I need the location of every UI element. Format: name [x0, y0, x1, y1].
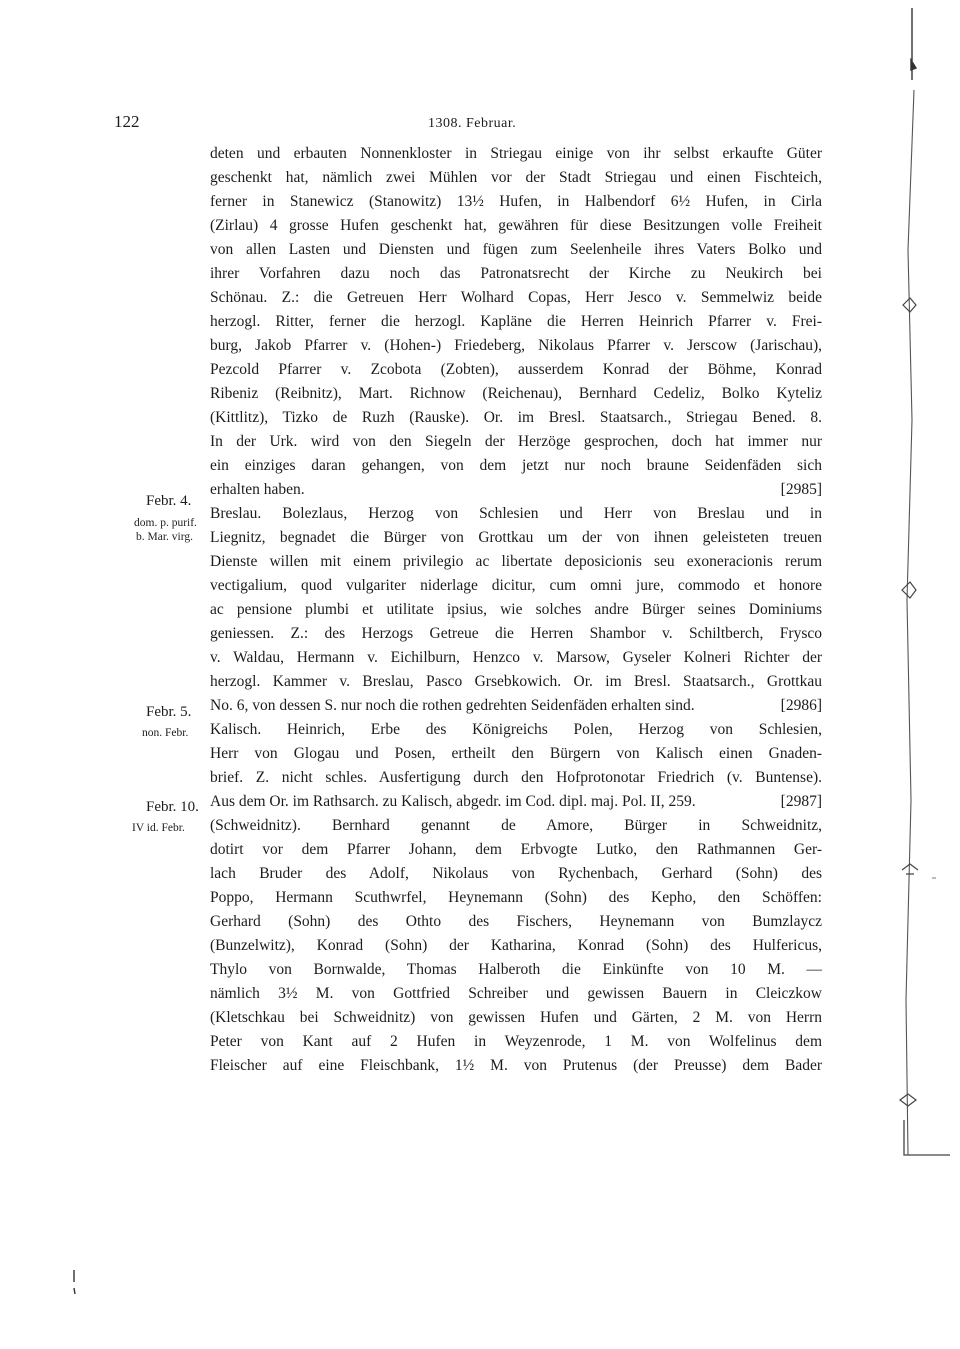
margin-date: Febr. 4. [146, 493, 192, 509]
text-line [210, 694, 822, 718]
text-line: (Bunzelwitz), Konrad (Sohn) der Katharina, Konrad (Sohn) des Hulfericus, [210, 937, 822, 954]
text-line: herzogl. Kammer v. Breslau, Pasco Grsebkowich. Or. im Bresl. Staatsarch., Grottkau [210, 673, 822, 690]
text-line: Poppo, Hermann Scuthwrfel, Heynemann (Sohn) des Kepho, den Schöffen: [210, 889, 822, 906]
text-line: Schönau. Z.: die Getreuen Herr Wolhard Copas, Herr Jesco v. Semmelwiz beide [210, 289, 822, 306]
text-line: (Schweidnitz). Bernhard genannt de Amore, Bürger in Schweidnitz, [210, 817, 822, 834]
text-line: burg, Jakob Pfarrer v. (Hohen-) Friedeberg, Nikolaus Pfarrer v. Jerscow (Jarischau), [210, 337, 822, 354]
text-line: lach Bruder des Adolf, Nikolaus von Rychenbach, Gerhard (Sohn) des [210, 865, 822, 882]
text-line: Thylo von Bornwalde, Thomas Halberoth die Einkünfte von 10 M. — [210, 961, 822, 978]
margin-date: Febr. 5. [146, 704, 192, 720]
page-number: 122 [114, 112, 140, 131]
text-line: Fleischer auf eine Fleischbank, 1½ M. von Prutenus (der Preusse) dem Bader [210, 1057, 822, 1074]
text-line: Herr von Glogau und Posen, ertheilt den Bürgern von Kalisch einen Gnaden- [210, 745, 822, 762]
text-line: Gerhard (Sohn) des Othto des Fischers, Heynemann von Bumzlaycz [210, 913, 822, 930]
page-edge-marks [892, 0, 960, 1349]
margin-date: Febr. 10. [146, 799, 199, 815]
text-line: dotirt vor dem Pfarrer Johann, dem Erbvogte Lutko, den Rathmannen Ger- [210, 841, 822, 858]
text-line: Liegnitz, begnadet die Bürger von Grottkau um der von ihnen geleisteten treuen [210, 529, 822, 546]
text-line-content: Aus dem Or. im Rathsarch. zu Kalisch, abgedr. im Cod. dipl. maj. Pol. II, 259. [210, 793, 696, 810]
margin-note: b. Mar. virg. [136, 531, 193, 543]
text-line: (Kletschkau bei Schweidnitz) von gewissen Hufen und Gärten, 2 M. von Herrn [210, 1009, 822, 1026]
text-line: ac pensione plumbi et utilitate ipsius, wie solches andre Bürger seines Dominiums [210, 601, 822, 618]
text-line: vectigalium, quod vulgariter niderlage dicitur, cum omni jure, commodo et honore [210, 577, 822, 594]
text-line: Pezcold Pfarrer v. Zcobota (Zobten), ausserdem Konrad der Böhme, Konrad [210, 361, 822, 378]
text-line: (Kittlitz), Tizko de Ruzh (Rauske). Or. im Bresl. Staatsarch., Striegau Bened. 8. [210, 409, 822, 426]
text-line: ihrer Vorfahren dazu noch das Patronatsrecht der Kirche zu Neukirch bei [210, 265, 822, 282]
text-line: Peter von Kant auf 2 Hufen in Weyzenrode, 1 M. von Wolfelinus dem [210, 1033, 822, 1050]
text-line: (Zirlau) 4 grosse Hufen geschenkt hat, gewähren für diese Besitzungen volle Freiheit [210, 217, 822, 234]
text-line: deten und erbauten Nonnenkloster in Striegau einige von ihr selbst erkaufte Güter [210, 145, 822, 162]
document-number: [2985] [780, 481, 822, 498]
text-line: geniessen. Z.: des Herzogs Getreue die Herren Shambor v. Schiltberch, Frysco [210, 625, 822, 642]
margin-note: non. Febr. [142, 727, 189, 739]
text-line [210, 790, 822, 814]
document-number: [2986] [780, 697, 822, 714]
text-line: nämlich 3½ M. von Gottfried Schreiber und gewissen Bauern in Cleiczkow [210, 985, 822, 1002]
text-line-content: erhalten haben. [210, 481, 305, 498]
text-line: Kalisch. Heinrich, Erbe des Königreichs Polen, Herzog von Schlesien, [210, 721, 822, 738]
text-line: brief. Z. nicht schles. Ausfertigung durch den Hofprotonotar Friedrich (v. Buntense). [210, 769, 822, 786]
text-line-content: No. 6, von dessen S. nur noch die rothen gedrehten Seidenfäden erhalten sind. [210, 697, 695, 714]
text-line: ferner in Stanewicz (Stanowitz) 13½ Hufen, in Halbendorf 6½ Hufen, in Cirla [210, 193, 822, 210]
text-line: herzogl. Ritter, ferner die herzogl. Kapläne die Herren Heinrich Pfarrer v. Frei- [210, 313, 822, 330]
text-line: Breslau. Bolezlaus, Herzog von Schlesien und Herr von Breslau und in [210, 505, 822, 522]
text-line: ein einziges daran gehangen, von dem jetzt nur noch braune Seidenfäden sich [210, 457, 822, 474]
text-line [210, 478, 822, 502]
text-line: Ribeniz (Reibnitz), Mart. Richnow (Reichenau), Bernhard Cedeliz, Bolko Kyteliz [210, 385, 822, 402]
margin-note: IV id. Febr. [132, 822, 185, 834]
text-line: v. Waldau, Hermann v. Eichilburn, Henzco v. Marsow, Gyseler Kolneri Richter der [210, 649, 822, 666]
margin-note: dom. p. purif. [134, 517, 197, 529]
page-corner-marks [64, 1268, 84, 1298]
text-line: geschenkt hat, nämlich zwei Mühlen vor der Stadt Striegau und einen Fischteich, [210, 169, 822, 186]
document-number: [2987] [780, 793, 822, 810]
running-head: 1308. Februar. [428, 116, 517, 131]
text-line: Dienste willen mit einem privilegio ac libertate deposicionis seu exoneracionis rerum [210, 553, 822, 570]
text-line: von allen Lasten und Diensten und fügen zum Seelenheile ihres Vaters Bolko und [210, 241, 822, 258]
text-line: In der Urk. wird von den Siegeln der Herzöge gesprochen, doch hat immer nur [210, 433, 822, 450]
